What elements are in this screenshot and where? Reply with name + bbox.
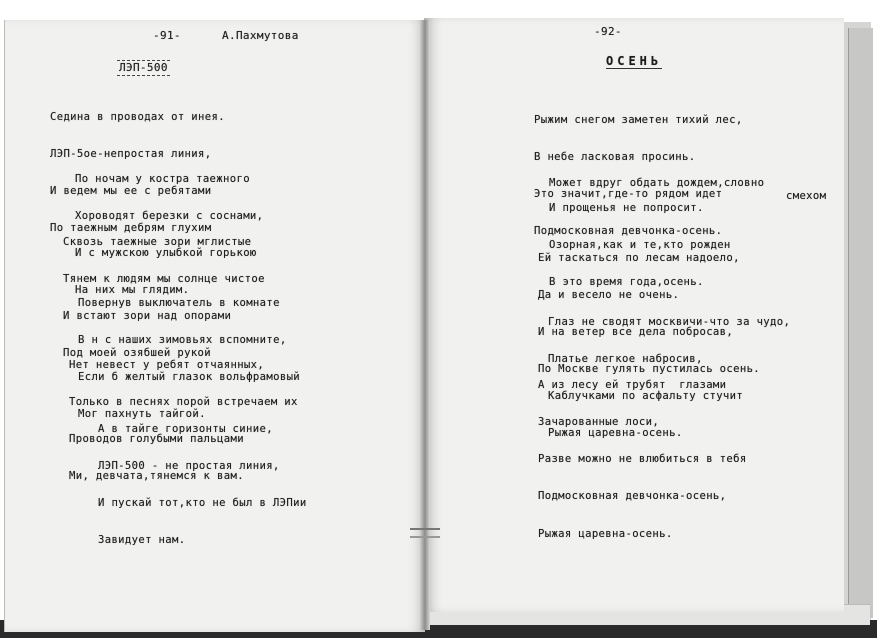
verse-line: И пускай тот,кто не был в ЛЭПии xyxy=(98,497,307,510)
verse-line: Завидует нам. xyxy=(98,534,186,547)
verse-line: Может вдруг обдать дождем,словно xyxy=(549,176,765,189)
verse-line: Разве можно не влюбиться в тебя xyxy=(538,453,747,466)
verse-line: А из лесу ей трубят глазами xyxy=(538,378,727,391)
verse-line: ЛЭП-500 - не простая линия, xyxy=(98,460,280,473)
right-page-number: -92- xyxy=(594,25,622,38)
verse-line: Рыжая царевна-осень. xyxy=(538,527,673,540)
verse-line: Мог пахнуть тайгой. xyxy=(78,408,206,421)
page-stack-edge-inner xyxy=(848,28,873,618)
verse-line: А в тайге горизонты синие, xyxy=(98,422,273,435)
verse-line: В н с наших зимовьях вспомните, xyxy=(78,334,287,347)
verse-line: Сквозь таежные зори мглистые xyxy=(63,235,252,248)
verse-line: Ей таскаться по лесам надоело, xyxy=(538,251,740,264)
verse-line: Проводов голубыми пальцами xyxy=(69,433,244,446)
right-stanza-5 xyxy=(538,354,747,565)
verse-line: Ми, девчата,тянемся к вам. xyxy=(69,470,244,483)
verse-line: В это время года,осень. xyxy=(549,276,704,289)
verse-line: Под моей озябшей рукой xyxy=(63,347,212,360)
verse-line: На них мы глядим. xyxy=(75,284,190,297)
verse-line: И с мужскою улыбкой горькою xyxy=(75,247,257,260)
verse-line: Это значит,где-то рядом идет xyxy=(534,188,723,201)
verse-line: Платье легкое набросив, xyxy=(548,353,703,366)
verse-line: В небе ласковая просинь. xyxy=(534,151,696,164)
verse-line: Глаз не сводят москвичи-что за чудо, xyxy=(548,315,791,328)
book-spine-fold xyxy=(420,20,430,630)
verse-line: Если б желтый глазок вольфрамовый xyxy=(78,371,301,384)
verse-line: Рыжая царевна-осень. xyxy=(548,427,683,440)
verse-line: И ведем мы ее с ребятами xyxy=(50,185,212,198)
verse-line: И встают зори над опорами xyxy=(63,310,232,323)
left-stanza-6 xyxy=(98,398,307,572)
left-song-title: ЛЭП-500 xyxy=(117,60,170,76)
verse-line: Тянем к людям мы солнце чистое xyxy=(63,273,265,286)
verse-line: Каблучками по асфальту стучит xyxy=(548,390,744,403)
verse-line: Зачарованные лоси, xyxy=(538,416,660,429)
binding-staple xyxy=(410,528,440,538)
verse-line: Рыжим снегом заметен тихий лес, xyxy=(534,113,743,126)
verse-line: Только в песнях порой встречаем их xyxy=(69,396,298,409)
left-page-author: А.Пахмутова xyxy=(222,29,299,42)
verse-line: Седина в проводах от инея. xyxy=(50,110,225,123)
verse-line: Подмосковная девчонка-осень. xyxy=(534,225,723,238)
verse-line: По Москве гулять пустилась осень. xyxy=(538,363,761,376)
verse-line: Хороводят березки с соснами, xyxy=(75,210,264,223)
verse-line: Да и весело не очень. xyxy=(538,289,680,302)
right-stanza-2-wrap xyxy=(786,165,826,227)
verse-line: По ночам у костра таежного xyxy=(75,172,250,185)
verse-line: Подмосковная девчонка-осень, xyxy=(538,490,727,503)
verse-line-wrap: смехом xyxy=(786,189,827,202)
verse-line: По таежным дебрям глухим xyxy=(50,222,212,235)
verse-line: ЛЭП-5ое-непростая линия, xyxy=(50,148,212,161)
right-song-title: ОСЕНЬ xyxy=(606,54,663,68)
verse-line: И прощенья не попросит. xyxy=(549,201,704,214)
left-page-number: -91- xyxy=(153,29,181,42)
verse-line: И на ветер все дела побросав, xyxy=(538,326,734,339)
verse-line: Нет невест у ребят отчаянных, xyxy=(69,358,265,371)
verse-line: Озорная,как и те,кто рожден xyxy=(549,239,731,252)
verse-line: Повернув выключатель в комнате xyxy=(78,296,280,309)
